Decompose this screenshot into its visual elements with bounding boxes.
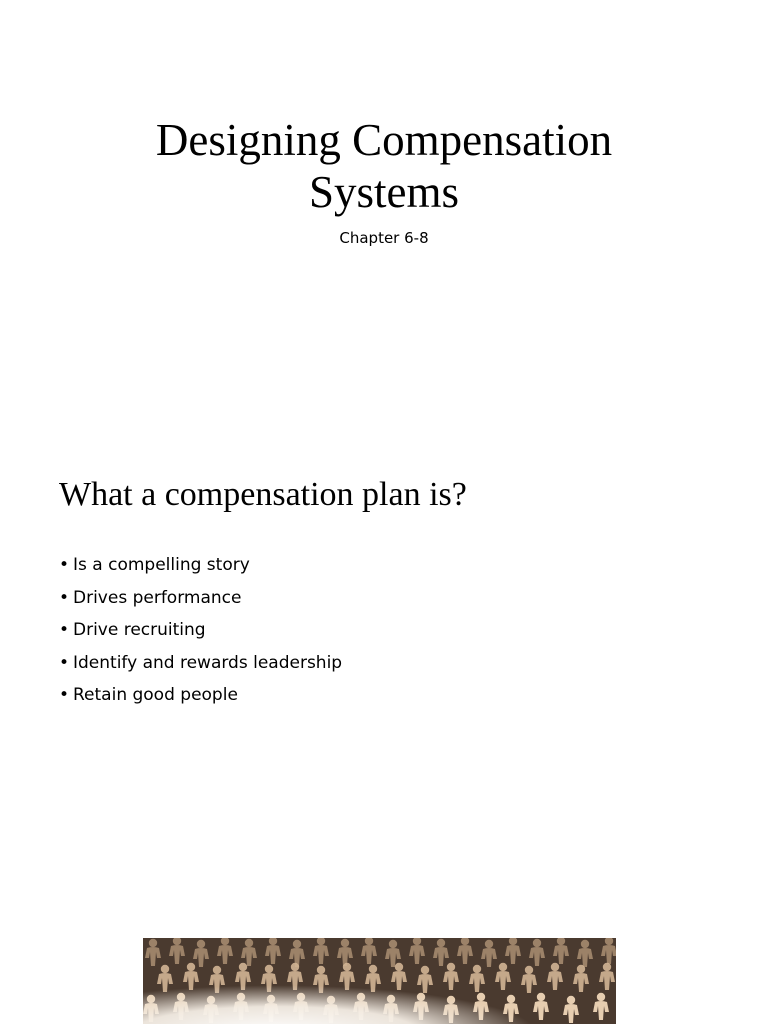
bullet-text: Drive recruiting [73, 620, 206, 640]
bullet-item: • Retain good people [59, 685, 238, 705]
bullet-list [59, 549, 342, 712]
slide-title-heading [0, 114, 768, 218]
slide-title [0, 0, 768, 432]
crowd-illustration [143, 938, 616, 1024]
bullet-text: Identify and rewards leadership [73, 652, 343, 673]
bullet-item: • Identify and rewards leadership [59, 652, 343, 673]
bullet-text: Drives performance [73, 587, 242, 608]
title-line-1: Designing Compensation [155, 115, 613, 165]
slide-image [0, 864, 768, 1024]
bullet-text: Is a compelling story [73, 555, 250, 575]
crowd-photo [143, 938, 616, 1024]
bullet-text: Retain good people [73, 685, 238, 705]
slide-subtitle: Chapter 6-8 [339, 229, 429, 247]
slide-heading: What a compensation plan is? [59, 476, 467, 513]
slide-compensation-plan [0, 432, 768, 864]
bullet-item: • Is a compelling story [59, 555, 250, 575]
bullet-item: • Drives performance [59, 587, 242, 608]
title-line-2: Systems [308, 167, 460, 217]
bullet-item: • Drive recruiting [59, 620, 206, 640]
